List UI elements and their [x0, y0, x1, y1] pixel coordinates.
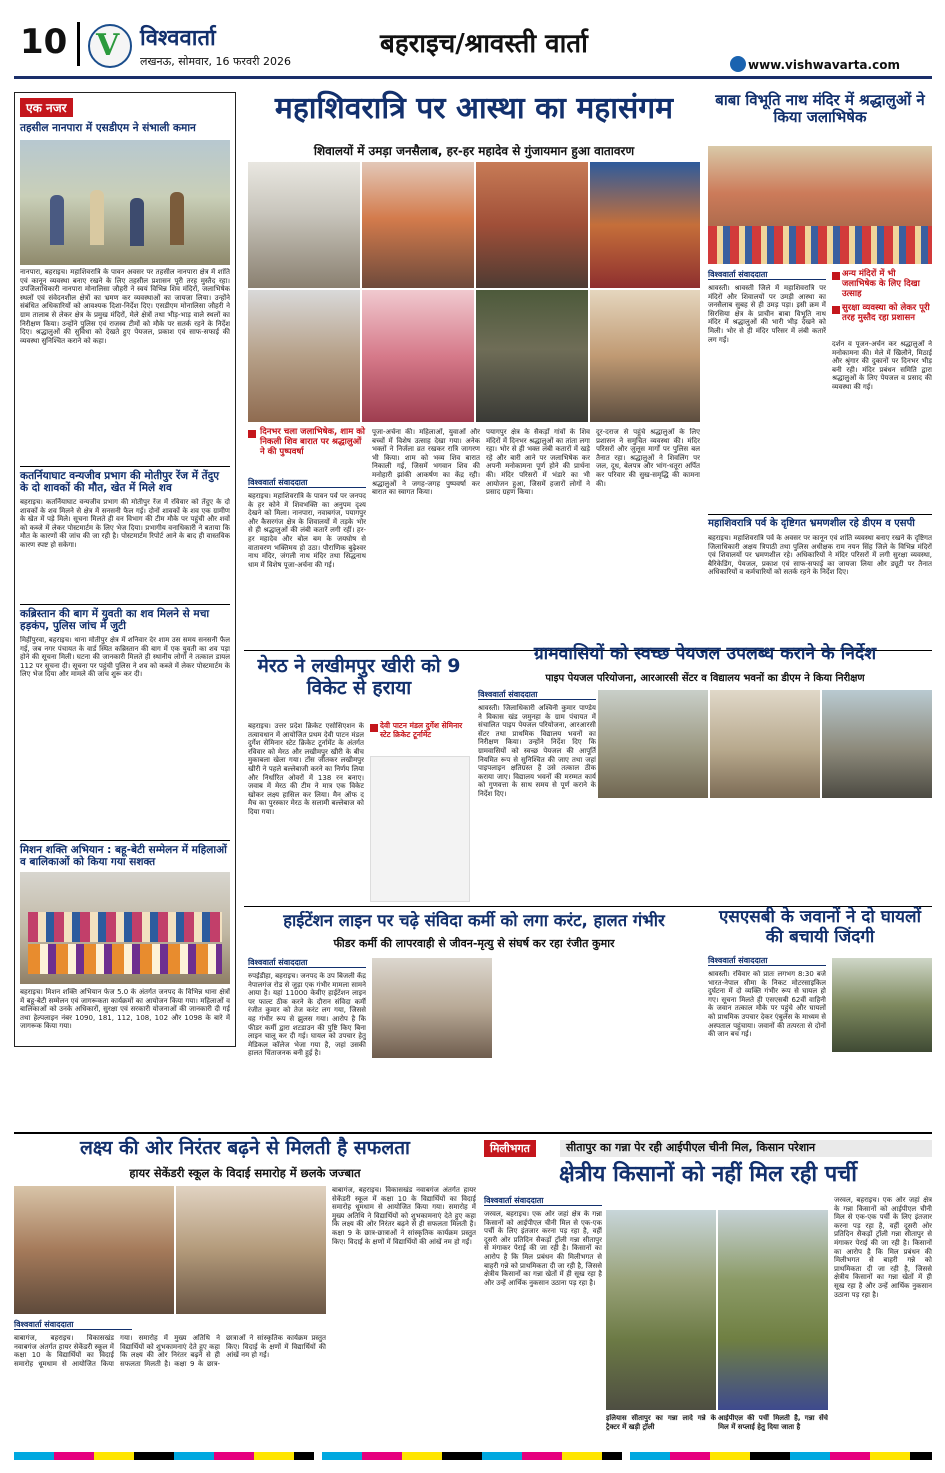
sugar-caption1: इलियास सीतापुर का गन्ना लादे गन्ने के ट्रैक्टर में खड़ी ट्रॉली — [606, 1414, 716, 1431]
pointer-arrow-icon — [832, 272, 840, 280]
main-body-col4: दूर-दराज से पहुंचे श्रद्धालुओं के लिए प्रशासन ने समुचित व्यवस्था की। मंदिर परिसरों और जुलूस मार्गों पर पुलिस बल तैनात रहा। श्रद्धालुओं ने शिवलिंग पर जल, दूध, बेलपत्र और भांग-धतूरा अर्पित कर परिवार की सुख-समृद्धि की कामना की। — [596, 428, 700, 488]
baba-photo — [708, 146, 932, 264]
sugar-photo1 — [606, 1210, 716, 1410]
sugar-photo2 — [718, 1210, 828, 1410]
dmsp-headline: महाशिवरात्रि पर्व के दृष्टिगत भ्रमणशील रहे डीएम व एसपी — [708, 518, 915, 529]
story3-headline: कब्रिस्तान की बाग में युवती का शव मिलने से मचा हड़कंप, पुलिस जांच में जुटी — [20, 608, 210, 633]
main-headline: महाशिवरात्रि पर आस्था का महासंगम — [274, 91, 674, 126]
print-color-bar — [322, 1452, 622, 1460]
hightension-body: रुपईडीहा, बहराइच। जनपद के उप बिजली केंद्र नेपालगंज रोड से जुड़ा एक गंभीर मामला सामने आया है। यहां 11000 केवीए हाईटेंशन लाइन पर फाल्ट ठीक करने के दौरान संविदा कर्मी रंजीत कुमार को तेज करंट लग गया, जिससे वह गंभीर रूप से झुलस गया। आरोप है कि फीडर कर्मी द्वारा शटडाउन की पुष्टि किए बिना लाइन चालू कर दी गई। घायल को उपचार हेतु मेडिकल कॉलेज भेजा गया है, जहां उसकी हालत चिंताजनक बनी हुई है। — [248, 972, 366, 1058]
water-photo2 — [710, 690, 820, 798]
story2-body: बहराइच। कतर्नियाघाट वन्यजीव प्रभाग की मोतीपुर रेंज में रविवार को तेंदुए के दो शावकों के शव मिलने से क्षेत्र में सनसनी फैल गई। दोनों शावकों के शव एक ग्रामीण के खेत में पड़े मिले। सूचना मिलते ही वन विभाग की टीम मौके पर पहुंची और शवों को कब्जे में लेकर पोस्टमार्टम के लिए भेज दिया। प्रभागीय वनाधिकारी ने बताया कि मौत के कारणों की जांच की जा रही है। पोस्टमार्टम रिपोर्ट आने के बाद ही वास्तविक कारण स्पष्ट हो सकेगा। — [20, 498, 230, 549]
main-photo-police — [476, 290, 588, 422]
sugar-caption2: आईपीएल की पर्ची मिलती है, गन्ना सेंचे मिल में सप्लाई हेतु दिया जाता है — [718, 1414, 828, 1431]
water-subhead: पाइप पेयजल परियोजना, आरआरसी सेंटर व विद्यालय भवनों का डीएम ने किया निरीक्षण — [545, 673, 865, 684]
sugar-byline: विश्ववार्ता संवाददाता — [484, 1196, 602, 1206]
main-body-col2: पूजा-अर्चना की। महिलाओं, युवाओं और बच्चों में विशेष उत्साह देखा गया। अनेक भक्तों ने निर्जला व्रत रखकर रात्रि जागरण भी किया। शाम को भव्य शिव बारात निकाली गई, जिसमें भगवान शिव की मनोहारी झांकी आकर्षण का केंद्र रही। श्रद्धालुओं ने जगह-जगह पुष्पवर्षा कर बारात का स्वागत किया। — [372, 428, 480, 497]
divider — [14, 1132, 932, 1134]
sugar-kicker: सीतापुर का गन्ना पेर रही आईपीएल चीनी मिल, किसान परेशान — [560, 1140, 932, 1157]
water-photo1 — [598, 690, 708, 798]
story1-body: नानपारा, बहराइच। महाशिवरात्रि के पावन अवसर पर तहसील नानपारा क्षेत्र में शांति एवं कानून व्यवस्था बनाए रखने के लिए तहसील प्रशासन पूरी तरह मुस्तैद रहा। उपजिलाधिकारी नानपारा मोनालिसा जौहरी ने स्वयं विभिन्न शिव मंदिरों, जलाभिषेक स्थलों एवं संवेदनशील क्षेत्रों का भ्रमण कर व्यवस्थाओं का जायजा लिया। उन्होंने संबंधित अधिकारियों को आवश्यक दिशा-निर्देश दिए। एसडीएम मोनालिसा जौहरी ने ग्राम तालाब से लेकर क्षेत्र के प्रमुख मंदिरों, मेले क्षेत्रों तथा भीड़-भाड़ वाले स्थलों का निरीक्षण किया। उन्होंने पुलिस एवं राजस्व टीमों को मौके पर सतर्क रहने के निर्देश दिए। श्रद्धालुओं की सुविधा को देखते हुए पेयजल, प्रकाश एवं साफ-सफाई की व्यवस्था सुनिश्चित कराने को कहा। — [20, 268, 230, 345]
section-title: बहराइच/श्रावस्ती वार्ता — [380, 29, 588, 59]
callout-arrow-icon — [370, 724, 378, 732]
school-body-cont: बाबागंज, बहराइच। विकासखंड नवाबगंज अंतर्गत हायर सेकेंडरी स्कूल में कक्षा 10 के विद्यार्थियों का विदाई समारोह धूमधाम से आयोजित किया गया। समारोह में मुख्य अतिथि ने विद्यार्थियों को शुभकामनाएं देते हुए कहा कि लक्ष्य की ओर निरंतर बढ़ने से ही सफलता मिलती है। कक्षा 9 के छात्र-छात्राओं ने सांस्कृतिक कार्यक्रम प्रस्तुत किए। विदाई के क्षणों में विद्यार्थियों की आंखें नम हो गईं। — [332, 1186, 476, 1246]
cricket-headline: मेरठ ने लखीमपुर खीरी को 9 विकेट से हराया — [257, 655, 461, 699]
school-photo1 — [14, 1186, 174, 1314]
page-number: 10 — [20, 22, 80, 66]
globe-icon — [730, 56, 746, 72]
divider — [708, 514, 932, 515]
main-photo-crowd — [362, 162, 474, 288]
sugar-tag: मिलीभगत — [484, 1140, 536, 1157]
divider — [20, 604, 230, 605]
main-body-col1: बहराइच। महाशिवरात्रि के पावन पर्व पर जनपद के हर कोने में शिवभक्ति का अनुपम दृश्य देखने को मिला। नानपारा, नवाबगंज, पयागपुर और कैसरगंज क्षेत्र के शिवालयों में तड़के भोर से ही श्रद्धालुओं की लंबी कतारें लगी रहीं। हर-हर महादेव और बोल बम के जयघोष से वातावरण भक्तिमय हो उठा। पौराणिक बुढ़ेश्वर नाथ मंदिर, जंगली नाथ मंदिर तथा सिद्धनाथ धाम में विशेष पूजा-अर्चना की गई। — [248, 492, 366, 569]
main-subhead: शिवालयों में उमड़ा जनसैलाब, हर-हर महादेव से गुंजायमान हुआ वातावरण — [313, 144, 635, 158]
hightension-photo — [372, 958, 492, 1058]
main-photo-shrine — [248, 290, 360, 422]
website-link[interactable]: www.vishwavarta.com — [748, 58, 900, 72]
baba-headline: बाबा विभूति नाथ मंदिर में श्रद्धालुओं ने किया जलाभिषेक — [715, 91, 925, 127]
cricket-scorecard — [370, 756, 470, 902]
water-byline: विश्ववार्ता संवाददाता — [478, 690, 596, 700]
story4-photo — [20, 872, 230, 984]
main-photo-temple — [248, 162, 360, 288]
divider — [20, 840, 230, 841]
water-body: श्रावस्ती। जिलाधिकारी अश्विनी कुमार पाण्डेय ने विकास खंड जमुनहा के ग्राम पंचायत में संचालित पाइप पेयजल परियोजना, आरआरसी सेंटर तथा प्राथमिक विद्यालय भवनों का निरीक्षण किया। उन्होंने निर्देश दिए कि ग्रामवासियों को स्वच्छ पेयजल की आपूर्ति नियमित रूप से सुनिश्चित की जाए तथा जहां पाइपलाइन क्षतिग्रस्त है उसे तत्काल ठीक कराया जाए। विद्यालय भवनों की मरम्मत कार्य को गुणवत्ता के साथ समय से पूर्ण कराने के निर्देश दिए। — [478, 704, 596, 798]
ek-nazar-tag: एक नजर — [20, 98, 73, 117]
logo-v-icon: V — [96, 28, 120, 63]
story4-headline: मिशन शक्ति अभियान : बहू-बेटी सम्मेलन में महिलाओं व बालिकाओं को किया गया सशक्त — [20, 844, 227, 869]
water-headline: ग्रामवासियों को स्वच्छ पेयजल उपलब्ध कराने के निर्देश — [533, 644, 877, 664]
story1-photo — [20, 140, 230, 265]
hightension-subhead: फीडर कर्मी की लापरवाही से जीवन-मृत्यु से संघर्ष कर रहा रंजीत कुमार — [333, 937, 615, 950]
ssb-byline: विश्ववार्ता संवाददाता — [708, 956, 826, 966]
cricket-callout: देवी पाटन मंडल दुर्गेश सेमिनार स्टेट क्रिकेट टूर्नामेंट — [380, 721, 463, 739]
story4-body: बहराइच। मिशन शक्ति अभियान फेज 5.0 के अंतर्गत जनपद के विभिन्न थाना क्षेत्रों में बहू-बेटी सम्मेलन एवं जागरूकता कार्यक्रमों का आयोजन किया गया। महिलाओं व बालिकाओं को उनके अधिकारों, सुरक्षा एवं सरकारी योजनाओं की जानकारी दी गई तथा हेल्पलाइन नंबर 1090, 181, 112, 108, 102 और 1098 के बारे में जागरूक किया गया। — [20, 988, 230, 1031]
ssb-body: श्रावस्ती। रविवार को प्रातः लगभग 8:30 बजे भारत-नेपाल सीमा के निकट मोटरसाइकिल दुर्घटना में दो व्यक्ति गंभीर रूप से घायल हो गए। सूचना मिलते ही एसएसबी 62वीं वाहिनी के जवान तत्काल मौके पर पहुंचे और घायलों को प्राथमिक उपचार देकर एंबुलेंस के माध्यम से अस्पताल पहुंचाया। जवानों की तत्परता से दोनों की जान बच गई। — [708, 970, 826, 1039]
baba-pointer1: अन्य मंदिरों में भी जलाभिषेक के लिए दिखा उत्साह — [842, 269, 920, 299]
ssb-photo — [832, 958, 932, 1052]
school-body: बाबागंज, बहराइच। विकासखंड नवाबगंज अंतर्गत हायर सेकेंडरी स्कूल में कक्षा 10 के विद्यार्थियों का विदाई समारोह धूमधाम से आयोजित किया गया। समारोह में मुख्य अतिथि ने विद्यार्थियों को शुभकामनाएं देते हुए कहा कि लक्ष्य की ओर निरंतर बढ़ने से ही सफलता मिलती है। कक्षा 9 के छात्र-छात्राओं ने सांस्कृतिक कार्यक्रम प्रस्तुत किए। विदाई के क्षणों में विद्यार्थियों की आंखें नम हो गईं। — [14, 1334, 326, 1368]
sugar-body: जरवल, बहराइच। एक ओर जहां क्षेत्र के गन्ना किसानों को आईपीएल चीनी मिल से एक-एक पर्ची के लिए इंतजार करना पड़ रहा है, वहीं दूसरी ओर प्रतिदिन सैकड़ों ट्रॉली गन्ना सीतापुर से मंगाकर पेराई की जा रही है। किसानों का आरोप है कि मिल प्रबंधन की मिलीभगत से बाहरी गन्ने को प्राथमिकता दी जा रही है, जिससे क्षेत्रीय किसानों का गन्ना खेतों में ही सूख रहा है और उन्हें आर्थिक नुकसान उठाना पड़ रहा है। — [484, 1210, 602, 1287]
school-byline: विश्ववार्ता संवाददाता — [14, 1320, 132, 1330]
hightension-byline: विश्ववार्ता संवाददाता — [248, 958, 366, 968]
hightension-headline: हाईटेंशन लाइन पर चढ़े संविदा कर्मी को लगा करंट, हालत गंभीर — [283, 911, 665, 930]
school-photo2 — [176, 1186, 326, 1314]
main-photo-pandal — [590, 162, 700, 288]
divider — [20, 466, 230, 467]
water-photo3 — [822, 690, 932, 798]
main-photo-decor — [362, 290, 474, 422]
main-photo-officials — [590, 290, 700, 422]
ssb-headline: एसएसबी के जवानों ने दो घायलों की बचायी जिंदगी — [719, 907, 921, 947]
brand-logo — [88, 24, 132, 68]
baba-body-col2: दर्शन व पूजन-अर्चन कर श्रद्धालुओं ने मनोकामना की। मेले में खिलौने, मिठाई और श्रृंगार की दुकानों पर दिनभर भीड़ बनी रही। मंदिर प्रबंधन समिति द्वारा श्रद्धालुओं के लिए पेयजल व प्रसाद की व्यवस्था की गई। — [832, 340, 932, 391]
dmsp-body: बहराइच। महाशिवरात्रि पर्व के अवसर पर कानून एवं शांति व्यवस्था बनाए रखने के दृष्टिगत जिलाधिकारी अक्षय त्रिपाठी तथा पुलिस अधीक्षक राम नयन सिंह जिले के विभिन्न मंदिरों एवं शिवालयों पर भ्रमणशील रहे। अधिकारियों ने मंदिर परिसरों में लगी सुरक्षा व्यवस्था, बैरिकेडिंग, पेयजल, प्रकाश एवं साफ-सफाई का जायजा लिया और ड्यूटी पर तैनात अधिकारियों व कर्मचारियों को सतर्क रहने के निर्देश दिए। — [708, 534, 932, 577]
sugar-body-cont: जरवल, बहराइच। एक ओर जहां क्षेत्र के गन्ना किसानों को आईपीएल चीनी मिल से एक-एक पर्ची के लिए इंतजार करना पड़ रहा है, वहीं दूसरी ओर प्रतिदिन सैकड़ों ट्रॉली गन्ना सीतापुर से मंगाकर पेराई की जा रही है। किसानों का आरोप है कि मिल प्रबंधन की मिलीभगत से बाहरी गन्ने को प्राथमिकता दी जा रही है, जिससे क्षेत्रीय किसानों का गन्ना खेतों में ही सूख रहा है और उन्हें आर्थिक नुकसान उठाना पड़ रहा है। — [834, 1196, 932, 1299]
main-photo-devotees — [476, 162, 588, 288]
story2-headline: कतर्नियाघाट वन्यजीव प्रभाग की मोतीपुर रेंज में तेंदुए के दो शावकों की मौत, खेत में मिले शव — [20, 470, 220, 495]
baba-body-col1: श्रावस्ती। श्रावस्ती जिले में महाशिवरात्रि पर मंदिरों और शिवालयों पर उमड़ी आस्था का जनसैलाब सुबह से ही उमड़ पड़ा। इसी क्रम में सिरसिया क्षेत्र के प्राचीन बाबा विभूति नाथ मंदिर में श्रद्धालुओं की भारी भीड़ देखने को मिली। भोर से ही मंदिर परिसर में लंबी कतारें लग गईं। — [708, 284, 826, 344]
school-headline: लक्ष्य की ओर निरंतर बढ़ने से मिलती है सफलता — [80, 1137, 410, 1159]
masthead-rule — [14, 76, 932, 79]
main-callout: दिनभर चला जलाभिषेक, शाम को निकली शिव बारात पर श्रद्धालुओं ने की पुष्पवर्षा — [260, 427, 365, 457]
sugar-headline: क्षेत्रीय किसानों को नहीं मिल रही पर्ची — [559, 1162, 857, 1187]
cricket-body: बहराइच। उत्तर प्रदेश क्रिकेट एसोसिएशन के तत्वावधान में आयोजित प्रथम देवी पाटन मंडल दुर्गेश सेमिनार स्टेट क्रिकेट टूर्नामेंट के अंतर्गत रविवार को मेरठ और लखीमपुर खीरी के बीच मुकाबला खेला गया। टॉस जीतकर लखीमपुर खीरी ने पहले बल्लेबाजी करने का निर्णय लिया और निर्धारित ओवरों में 138 रन बनाए। जवाब में मेरठ की टीम ने मात्र एक विकेट खोकर लक्ष्य हासिल कर लिया। मैन ऑफ द मैच का पुरस्कार मेरठ के सलामी बल्लेबाज को दिया गया। — [248, 722, 364, 816]
callout-arrow-icon — [248, 430, 256, 438]
main-body-col3: पयागपुर क्षेत्र के सैकड़ों गांवों के शिव मंदिरों में दिनभर श्रद्धालुओं का तांता लगा रहा। भोर से ही भक्त लंबी कतारों में खड़े रहे और बारी आने पर जलाभिषेक कर अपनी मनोकामना पूर्ण होने की प्रार्थना की। मंदिर परिसरों में भंडारे का भी आयोजन हुआ, जिसमें हजारों लोगों ने प्रसाद ग्रहण किया। — [486, 428, 590, 497]
baba-byline: विश्ववार्ता संवाददाता — [708, 270, 826, 280]
school-subhead: हायर सेकेंडरी स्कूल के विदाई समारोह में छलके जज्बात — [129, 1166, 361, 1180]
story3-body: मिहींपुरवा, बहराइच। थाना मोतीपुर क्षेत्र में शनिवार देर शाम उस समय सनसनी फैल गई, जब नगर पंचायत के वार्ड स्थित कब्रिस्तान की बाग में एक युवती का शव पड़ा होने की सूचना मिली। घटना की जानकारी मिलते ही स्थानीय लोगों ने तत्काल डायल 112 पर सूचना दी। सूचना पर पहुंची पुलिस ने शव को कब्जे में लेकर पोस्टमार्टम के लिए भेज दिया और मामले की जांच शुरू कर दी। — [20, 636, 230, 679]
main-byline: विश्ववार्ता संवाददाता — [248, 478, 366, 488]
print-color-bar — [14, 1452, 314, 1460]
pointer-arrow-icon — [832, 306, 840, 314]
story1-headline: तहसील नानपारा में एसडीएम ने संभाली कमान — [20, 122, 196, 134]
dateline: लखनऊ, सोमवार, 16 फरवरी 2026 — [140, 55, 291, 68]
print-color-bar — [630, 1452, 932, 1460]
baba-pointer2: सुरक्षा व्यवस्था को लेकर पूरी तरह मुस्तैद रहा प्रशासन — [842, 303, 930, 323]
brand-name: विश्ववार्ता — [140, 26, 216, 51]
